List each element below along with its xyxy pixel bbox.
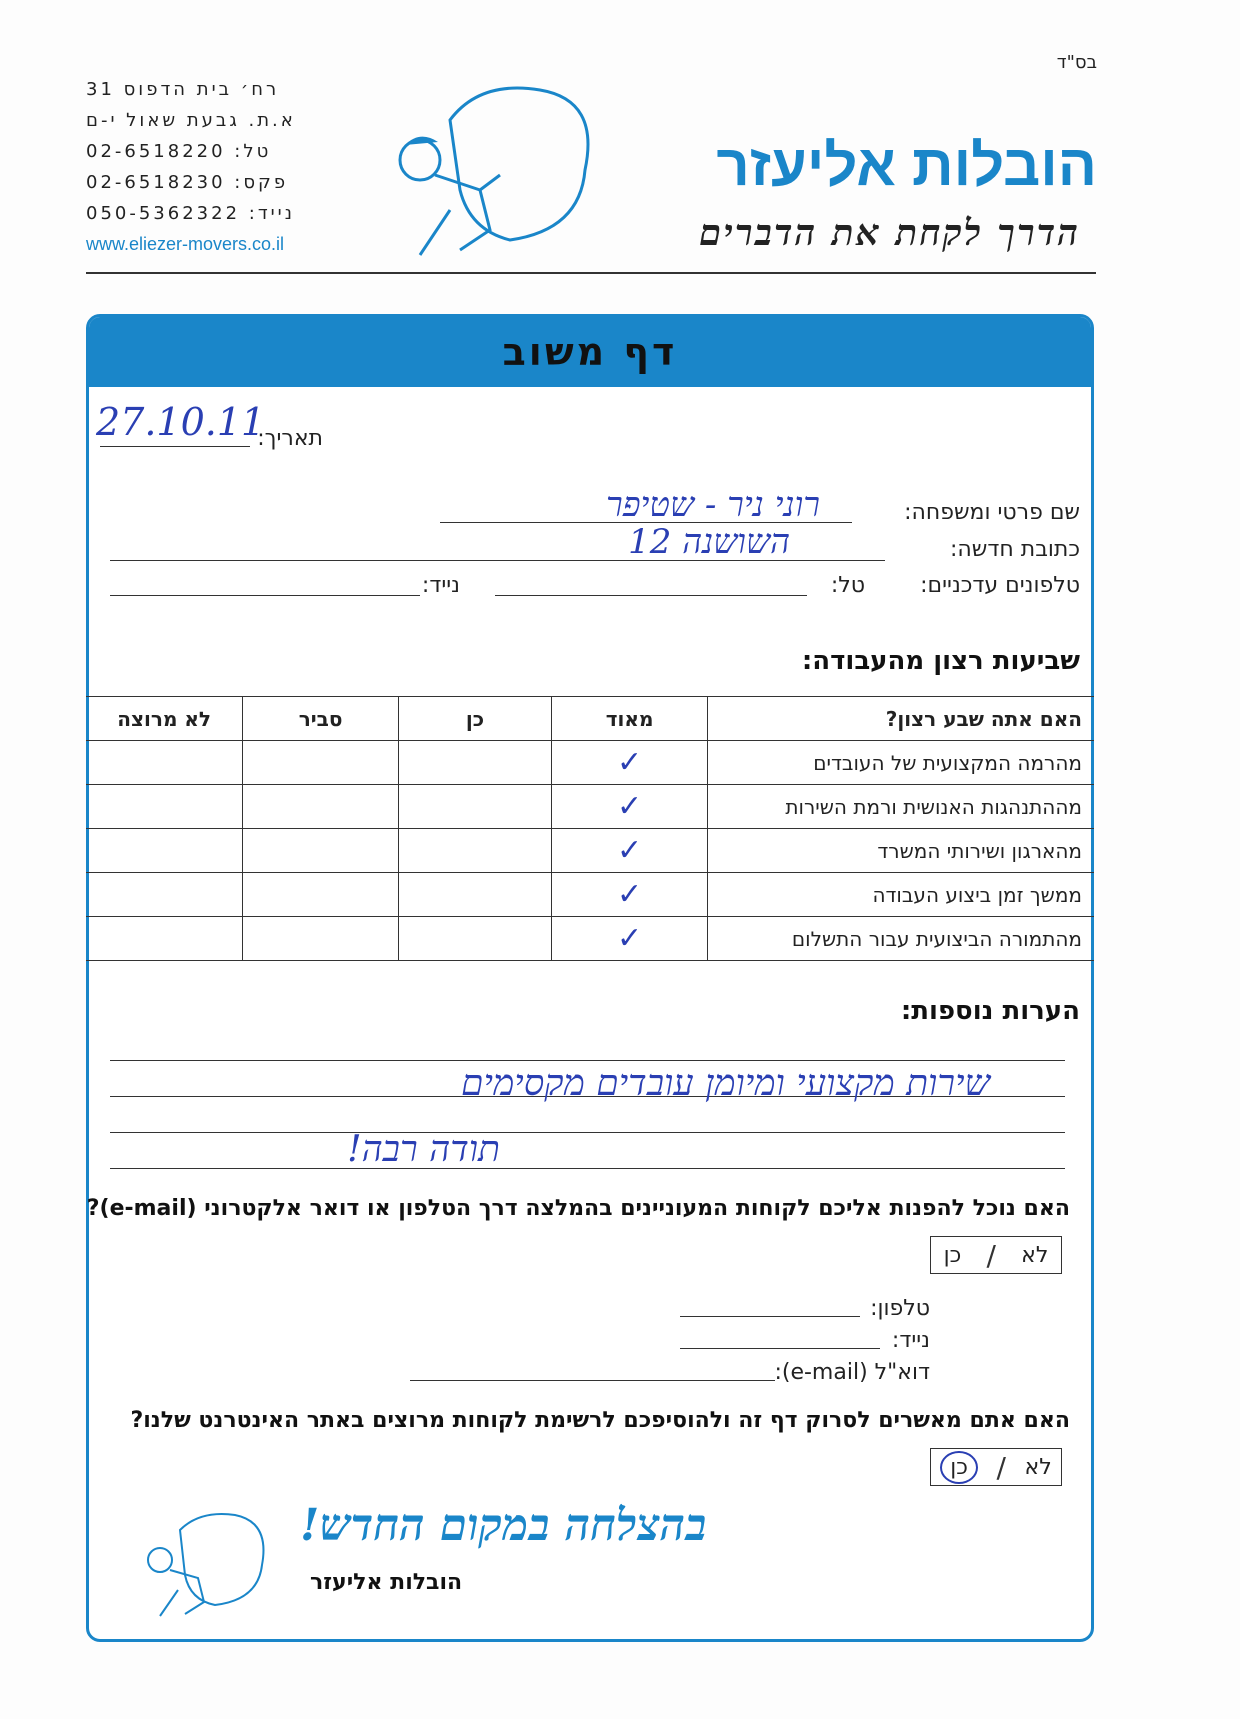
very-cell[interactable] [552,785,708,829]
table-header-row [86,697,1094,741]
comment-text-line2[interactable]: תודה רבה! [347,1129,500,1170]
question-cell: ממשך זמן ביצוע העבודה [708,873,1094,917]
email-label: דוא"ל (e-mail): [774,1360,930,1385]
mover-mascot-icon [390,80,620,270]
divider-slash: / [986,1238,996,1272]
fair-cell[interactable] [243,873,399,917]
website-link[interactable]: www.eliezer-movers.co.il [86,234,285,254]
phone-line[interactable] [680,1316,860,1317]
unsatisfied-cell[interactable] [86,873,243,917]
very-cell[interactable] [552,917,708,961]
yes-option-circled[interactable]: כן [940,1451,978,1484]
yes-cell[interactable] [398,741,551,785]
publish-question: האם אתם מאשרים לסרוק דף זה ולהוסיפכם לרשימת לקוחות מרוצים באתר האינטרנט שלנו? [130,1408,1070,1433]
column-header: מאוד [552,697,708,741]
address-line: רח׳ בית הדפוס 31 [86,79,280,100]
no-option[interactable]: לא [1024,1454,1052,1480]
column-header: סביר [243,697,399,741]
check-mark-icon: ✓ [617,789,643,824]
address-value[interactable]: השושנה 12 [628,522,790,562]
divider-slash: / [996,1450,1006,1484]
unsatisfied-cell[interactable] [86,741,243,785]
table-row [86,873,1094,917]
contact-question: האם נוכל להפנות אליכם לקוחות המעוניינים בהמלצה דרך הטלפון או דואר אלקטרוני (e-mail)? [86,1196,1070,1221]
publish-choice-box[interactable] [930,1448,1062,1486]
column-header: האם אתה שבע רצון? [708,697,1094,741]
table-row [86,917,1094,961]
phone-label: טלפון: [870,1296,930,1321]
fax-line: פקס: 02-6518230 [86,172,289,193]
address-line: א.ת. גבעת שאול י-ם [86,110,296,131]
very-cell[interactable] [552,829,708,873]
unsatisfied-cell[interactable] [86,917,243,961]
no-option[interactable]: לא [1021,1242,1049,1268]
tel-line[interactable] [495,595,807,596]
name-value[interactable]: רוני ניר - שטיפר [606,485,820,525]
fair-cell[interactable] [243,917,399,961]
fair-cell[interactable] [243,741,399,785]
phone-line: טל: 02-6518220 [86,141,272,162]
comment-line [110,1060,1065,1061]
contact-choice-box[interactable] [930,1236,1062,1274]
question-cell: מההתנהגות האנושית ורמת השירות [708,785,1094,829]
check-mark-icon: ✓ [617,745,643,780]
yes-cell[interactable] [398,829,551,873]
table-row [86,741,1094,785]
check-mark-icon: ✓ [617,877,643,912]
company-address [86,74,296,260]
yes-cell[interactable] [398,873,551,917]
yes-cell[interactable] [398,917,551,961]
date-line [100,446,250,447]
mobile-line-field[interactable] [110,595,420,596]
comment-line [110,1132,1065,1133]
question-cell: מהארגון ושירותי המשרד [708,829,1094,873]
satisfaction-table [86,696,1094,961]
comment-line [110,1168,1065,1169]
yes-cell[interactable] [398,785,551,829]
yes-option[interactable]: כן [943,1242,962,1268]
bsd-mark: בס"ד [1056,52,1097,73]
form-title: דף משוב [502,330,678,374]
comment-text-line1[interactable]: שירות מקצועי ומיומן עובדים מקסימים [461,1063,990,1104]
date-value[interactable]: 27.10.11 [96,400,266,444]
fair-cell[interactable] [243,829,399,873]
mobile-label-2: נייד: [891,1328,930,1353]
column-header: כן [398,697,551,741]
closing-message: בהצלחה במקום החדש! [300,1500,707,1551]
tel-label: טל: [830,573,865,598]
name-label: שם פרטי ומשפחה: [904,500,1080,525]
question-cell: מהתמורה הביצועית עבור התשלום [708,917,1094,961]
brand-name: הובלות אליעזר [716,133,1097,198]
very-cell[interactable] [552,741,708,785]
phones-label: טלפונים עדכניים: [920,573,1080,598]
mobile-line: נייד: 050-5362322 [86,203,295,224]
mobile-label: נייד: [421,573,460,598]
footer-brand: הובלות אליעזר [310,1570,463,1595]
very-cell[interactable] [552,873,708,917]
mobile-line-2[interactable] [680,1348,880,1349]
table-row [86,829,1094,873]
new-address-label: כתובת חדשה: [949,537,1080,562]
comments-heading: הערות נוספות: [900,996,1080,1026]
table-row [86,785,1094,829]
column-header: לא מרוצה [86,697,243,741]
question-cell: מהרמה המקצועית של העובדים [708,741,1094,785]
unsatisfied-cell[interactable] [86,829,243,873]
check-mark-icon: ✓ [617,833,643,868]
unsatisfied-cell[interactable] [86,785,243,829]
satisfaction-heading: שביעות רצון מהעבודה: [801,646,1080,676]
header-divider [86,272,1096,274]
email-line[interactable] [410,1380,775,1381]
date-label: תאריך: [257,426,323,451]
fair-cell[interactable] [243,785,399,829]
form-title-banner [89,317,1091,387]
mover-mascot-small-icon [140,1510,280,1620]
check-mark-icon: ✓ [617,921,643,956]
brand-slogan: הדרך לקחת את הדברים [698,212,1080,254]
